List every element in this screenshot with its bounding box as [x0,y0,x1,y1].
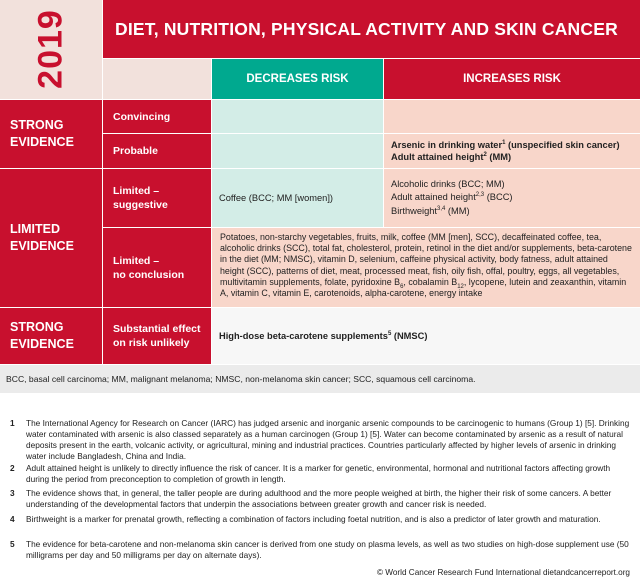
footnote: 1 The International Agency for Research on Cancer (IARC) has judged arsenic and inorganic arsenic compounds to be carcinogenic to humans (Group 1) [5]. Drinking water contaminated with arsenic is also classed separately as a human carcinogen (Group 1) [5]. Water can become contaminated by arsenic as a result of natural deposits present in the earth, volcanic activity, or agricultural, mining and industrial practices. Countries particularly affected by higher levels of arsenic in drinking water include Bangladesh, China and India. [10,418,630,461]
footnote: 2 Adult attained height is unlikely to directly influence the risk of cancer. It is a marker for genetic, environmental, hormonal and nutritional factors affecting growth during the period from preconception to completion of growth in length. [10,463,611,484]
arsenic-entry: Arsenic in drinking water$^1$ (unspecified skin cancer) [391,139,620,150]
footnote: 5 The evidence for beta-carotene and non-melanoma skin cancer is derived from one study on plasma levels, as well as two studies on high-dose supplement use (50 milligrams per day and 50 milligrams per day on alternate days). [10,539,629,560]
substantial-effect-label [103,308,211,364]
probable-label-text: Probable [113,145,158,157]
strong-evidence-label-line1: STRONG [10,118,64,132]
abbreviations-note: BCC, basal cell carcinoma; MM, malignant melanoma; NMSC, non-melanoma skin cancer; SCC, squamous cell carcinoma. [0,365,640,393]
limited-evidence-label [0,169,102,307]
convincing-label-text: Convincing [113,110,171,123]
page-title: DIET, NUTRITION, PHYSICAL ACTIVITY AND SKIN CANCER [103,0,640,58]
coffee-entry: Coffee (BCC; MM [women]) [219,193,334,203]
substantial-effect-line2: on risk unlikely [113,337,190,349]
strong-evidence-unlikely-label [0,308,102,364]
limited-evidence-label-line1: LIMITED [10,222,60,236]
increases-risk-header: INCREASES RISK [384,59,640,99]
limited-no-conclusion-label [103,228,211,307]
suggestive-decreases-cell [212,169,383,227]
no-conclusion-line2: no conclusion [113,268,185,281]
convincing-label [103,100,211,133]
adult-height-bcc-entry: Adult attained height$^{2,3}$ (BCC) [391,192,513,203]
convincing-decreases-cell [212,100,383,133]
footnote: 4 Birthweight is a marker for prenatal growth, reflecting a combination of factors including foetal nutrition, and is also a predictor of later growth and maturation. [10,514,601,524]
probable-label [103,134,211,168]
copyright-notice: © World Cancer Research Fund International dietandcancerreport.org [376,568,630,577]
birthweight-entry: Birthweight$^{3,4}$ (MM) [391,205,470,216]
beta-carotene-entry: High-dose beta-carotene supplements$^5$ (NMSC) [219,330,428,341]
strong-evidence-label [0,100,102,168]
decreases-risk-header: DECREASES RISK [212,59,383,99]
footnote: 3 The evidence shows that, in general, the taller people are during adulthood and the more people weighed at birth, the higher their risk of some cancers. A better understanding of the developmental factors that underpin the associations between greater growth and cancer risk is needed. [10,488,612,509]
report-year: 2019 [31,9,70,89]
alcohol-entry: Alcoholic drinks (BCC; MM) [391,178,505,189]
no-conclusion-list: Potatoes, non-starchy vegetables, fruits, milk, coffee (MM [men], SCC), decaffeinated coffee, tea, alcoholic drinks (SCC), total fat, cholesterol, protein, retinol in the diet and/or supplements, beta-carotene in the diet (MM; NMSC), vitamin D, selenium, caffeine physical activity, body fatness, adult attained height (SCC), patterns of diet, meat, processed meat, fish, oily fish, offal, poultry, eggs, all vegetables, multivitamin supplements, folate, pyridoxine $B_6$, cobalamin $B_{12}$, lycopene, lutein and zeaxanthin, vitamin A, vitamin C, vitamin E, carotenoids, alpha-carotene, energy intake [212,228,640,307]
probable-decreases-cell [212,134,383,168]
no-conclusion-line1: Limited – [113,254,160,267]
convincing-increases-cell [384,100,640,133]
strong-evidence-label-line2: EVIDENCE [10,135,74,149]
header-spacer [103,59,211,99]
probable-increases-cell [384,134,640,168]
limited-suggestive-line2: suggestive [113,199,168,211]
adult-height-entry: Adult attained height$^2$ (MM) [391,151,512,162]
substantial-effect-line1: Substantial effect [113,323,201,335]
limited-evidence-label-line2: EVIDENCE [10,239,74,253]
substantial-effect-cell [212,308,640,364]
unlikely-evidence-line1: STRONG [10,320,64,334]
year-panel [0,0,102,99]
limited-suggestive-line1: Limited – [113,185,160,197]
suggestive-increases-cell [384,169,640,227]
limited-suggestive-label [103,169,211,227]
unlikely-evidence-line2: EVIDENCE [10,337,74,351]
